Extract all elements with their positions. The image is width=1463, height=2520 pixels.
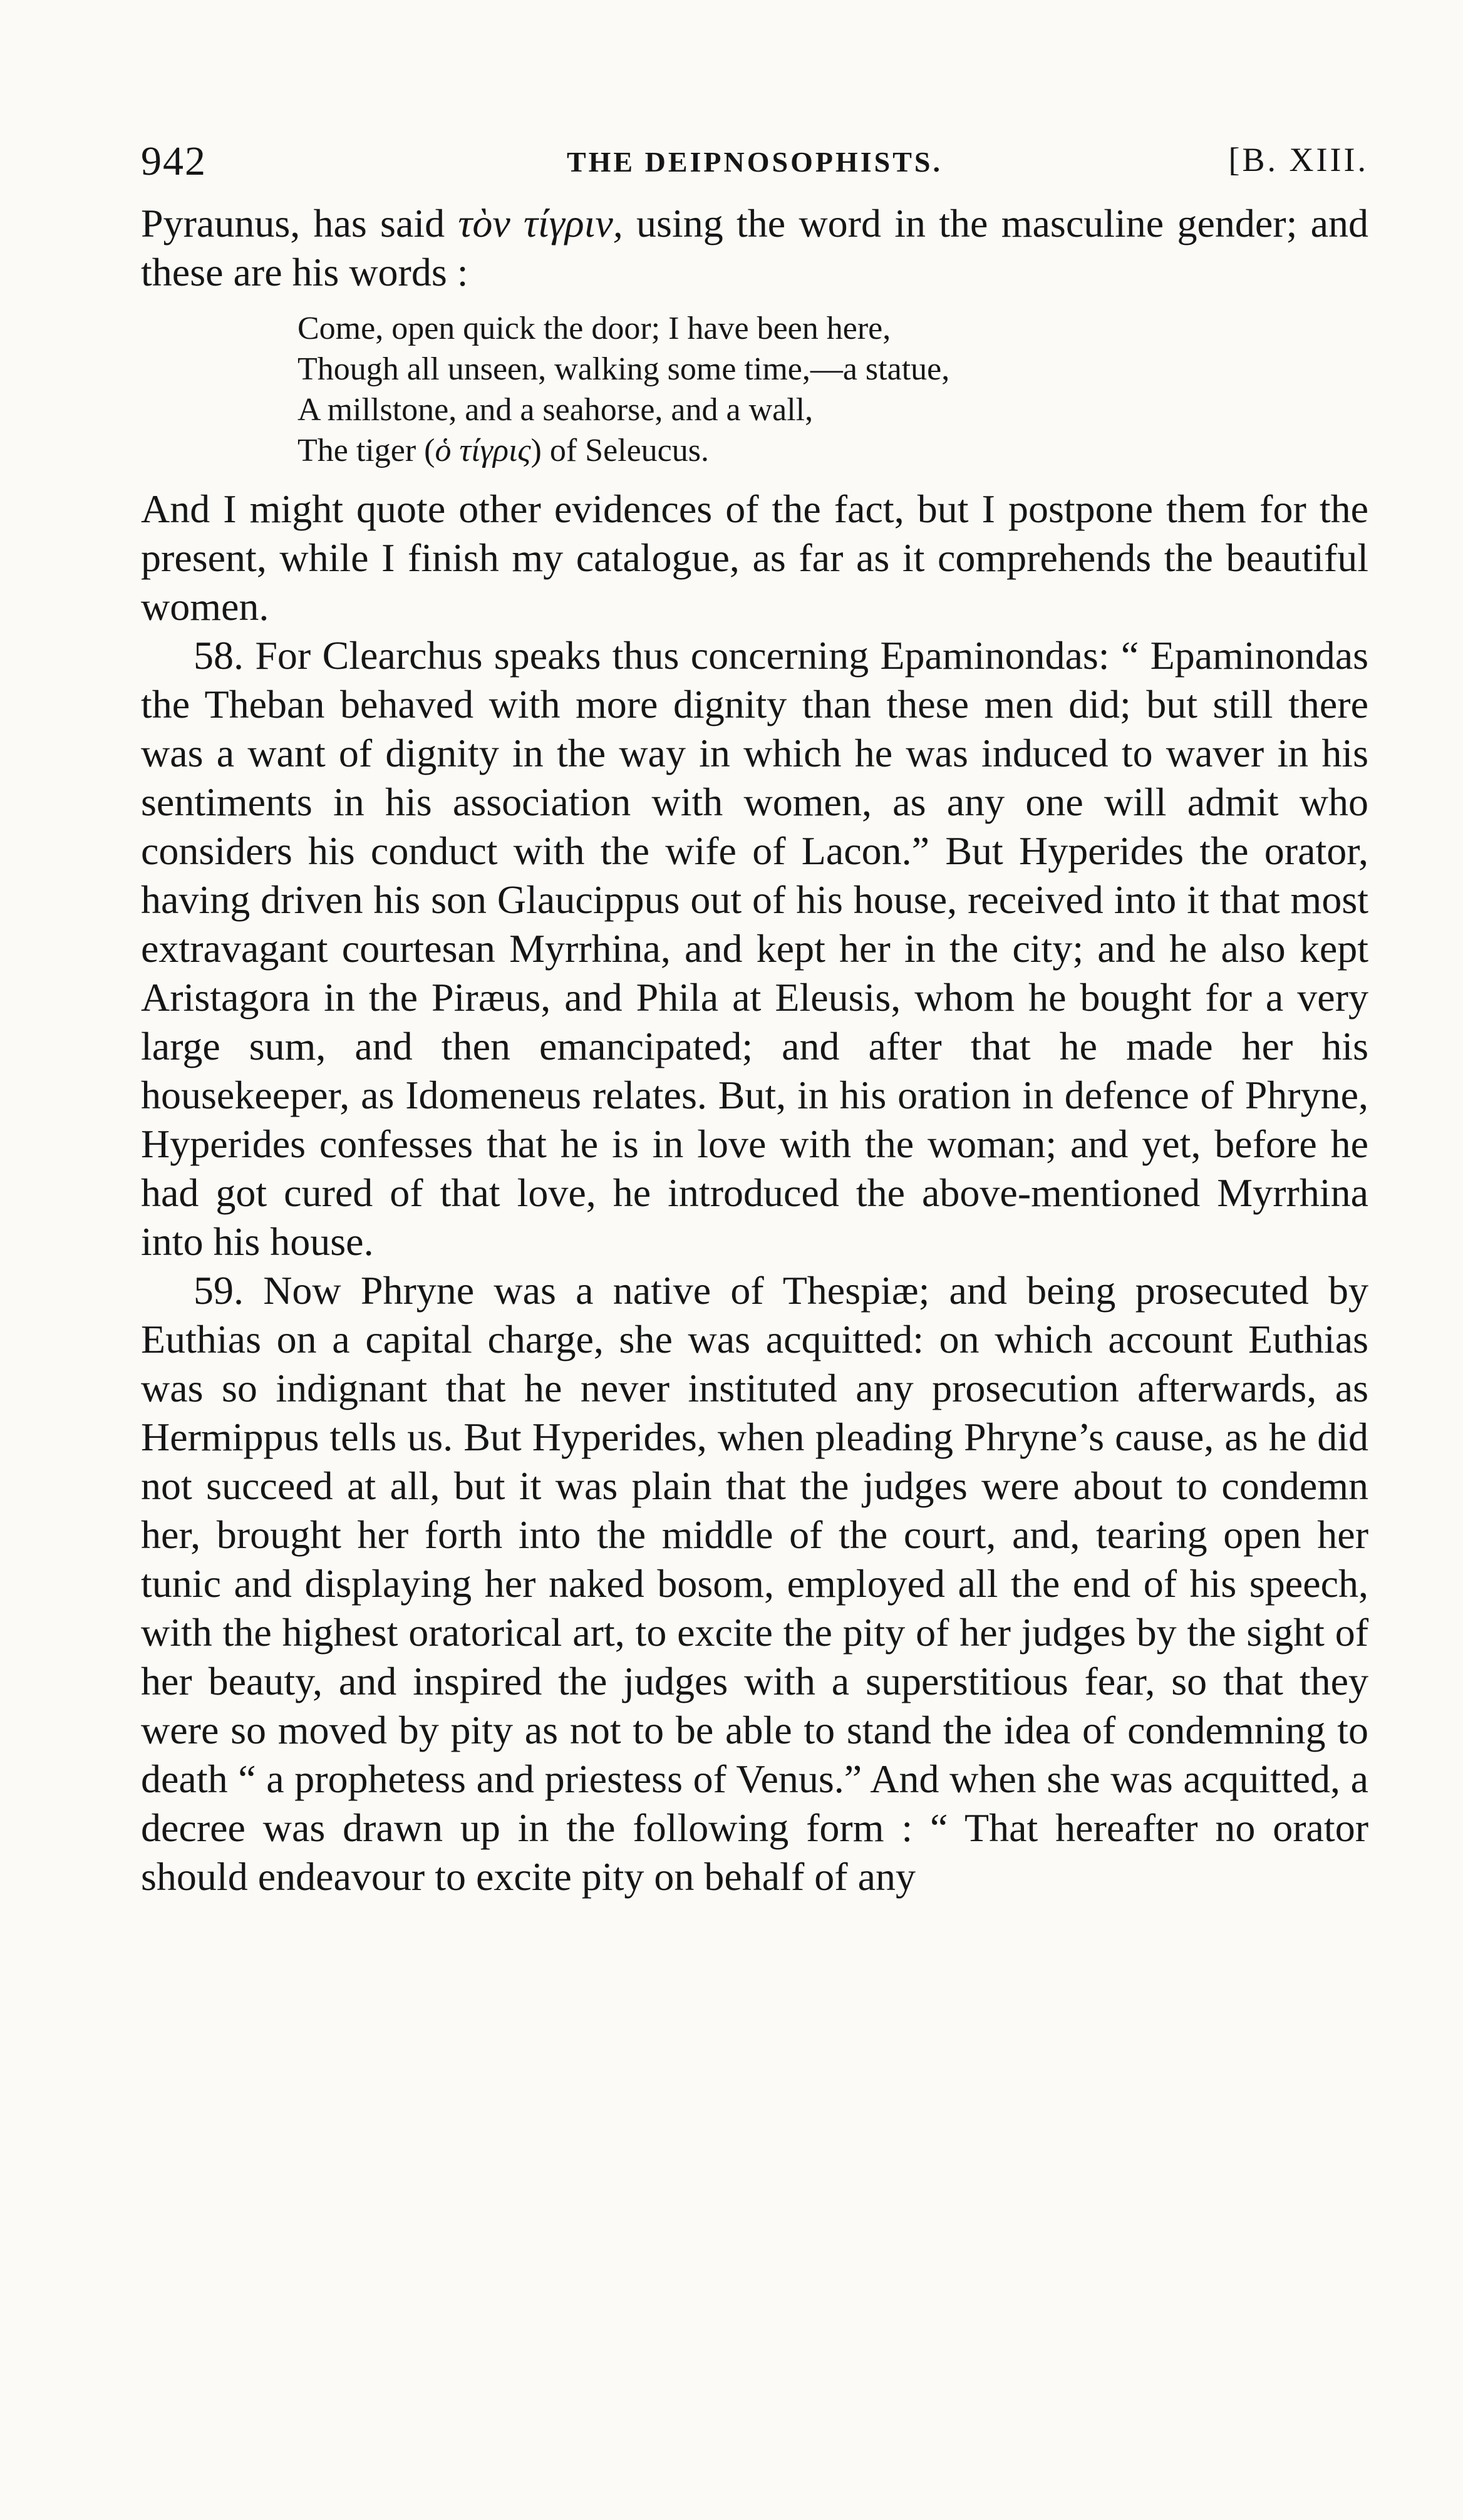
section-59-paragraph: 59. Now Phryne was a native of Thespiæ; and being prosecuted by Euthias on a capital charge, she was acquitted: on which account Euthias was so indignant that he never instituted any prosecution afterwards, as Hermippus tells us. But Hyperides, when pleading Phryne’s cause, as he did not succeed at all, but it was plain that the judges were about to condemn her, brought her forth into the middle of the court, and, tearing open her tunic and displaying her naked bosom, employed all the end of his speech, with the highest oratorical art, to excite the pity of her judges by the sight of her beauty, and inspired the judges with a superstitious fear, so that they were so moved by pity as not to be able to stand the idea of condemning to death “ a prophetess and priestess of Venus.” And when she was acquitted, a decree was drawn up in the following form : “ That hereafter no orator should endeavour to excite pity on behalf of any	[141, 1268, 1368, 1899]
verse-line-1: Come, open quick the door; I have been here,	[297, 311, 891, 346]
verse-line-4	[297, 430, 1368, 471]
verse-line-2: Though all unseen, walking some time,—a statue,	[297, 351, 950, 387]
intro-paragraph	[141, 199, 1368, 297]
intro-text-after-greek: using the word in the masculine gender; and these are his words :	[141, 201, 1369, 294]
verse-greek-phrase: ὁ τίγρις	[435, 433, 531, 468]
verse-line-4-before: The tiger (	[297, 433, 435, 468]
intro-text-before-greek: Pyraunus, has said	[141, 201, 458, 245]
greek-phrase: τὸν τίγριν,	[458, 201, 623, 245]
page-number: 942	[141, 138, 207, 184]
after-verse-paragraph: And I might quote other evidences of the fact, but I postpone them for the present, while I finish my catalogue, as far as it comprehends the beautiful women.	[141, 487, 1368, 629]
section-58-paragraph: 58. For Clearchus speaks thus concerning Epaminondas: “ Epaminondas the Theban behaved with more dignity than these men did; but still there was a want of dignity in the way in which he was induced to waver in his sentiments in his association with women, as any one will admit who considers his conduct with the wife of Lacon.” But Hyperides the orator, having driven his son Glaucippus out of his house, received into it that most extravagant courtesan Myrrhina, and kept her in the city; and he also kept Aristagora in the Piræus, and Phila at Eleusis, whom he bought for a very large sum, and then emancipated; and after that he made her his housekeeper, as Idomeneus relates. But, in his oration in defence of Phryne, Hyperides confesses that he is in love with the woman; and yet, before he had got cured of that love, he introduced the above-mentioned Myrrhina into his house.	[141, 633, 1368, 1264]
running-head	[141, 125, 1368, 194]
running-title: THE DEIPNOSOPHISTS.	[566, 146, 943, 178]
book-page	[141, 125, 1368, 1901]
verse-quotation	[297, 308, 1368, 471]
verse-line-3: A millstone, and a seahorse, and a wall,	[297, 392, 814, 428]
verse-line-4-after: ) of Seleucus.	[530, 433, 709, 468]
book-reference: [B. XIII.	[1228, 141, 1368, 178]
